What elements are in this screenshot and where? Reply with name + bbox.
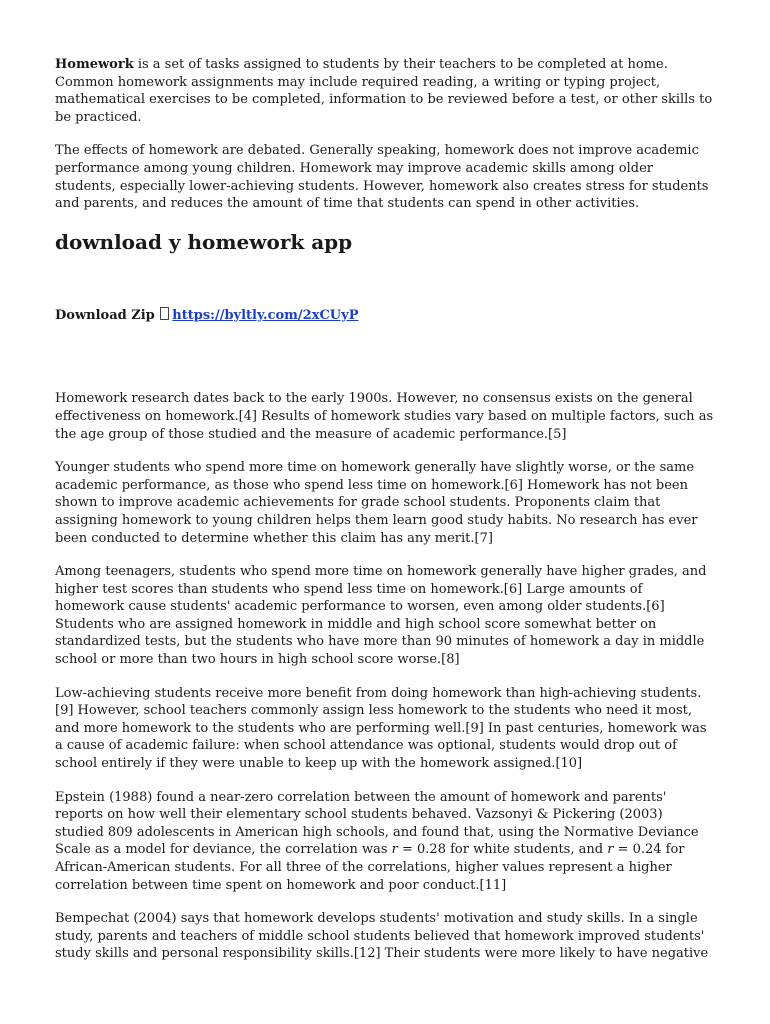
body-paragraph-4: Low-achieving students receive more benefit from doing homework than high-achieving students.[9] However, school teachers commonly assign less homework to the students who need it most, and more homework to the students who are performing well.[9] In past centuries, homework was a cause of academic failure: when school attendance was optional, students would drop out of school entirely if they were unable to keep up with the homework assigned.[10] <box>55 685 707 772</box>
homework-term: Homework <box>55 57 134 72</box>
download-label: Download Zip <box>55 307 155 323</box>
body-paragraph-5-text-c: = 0.24 for African-American students. For all three of the correlations, higher values represent a higher correlation between time spent on homework and poor conduct.[11] <box>55 842 685 893</box>
body-paragraph-6: Bempechat (2004) says that homework develops students' motivation and study skills. In a single study, parents and teachers of middle school students believed that homework improved students' study skills and personal responsibility skills.[12] Their students were more likely to have negative <box>55 911 709 962</box>
missing-glyph-icon <box>160 307 169 320</box>
intro-paragraph-1-text: is a set of tasks assigned to students by their teachers to be completed at home. Common homework assignments may include required reading, a writing or typing project, mathematical exercises to be completed, information to be reviewed before a test, or other skills to be practiced. <box>55 57 713 125</box>
body-paragraph-5-text-b: = 0.28 for white students, and <box>397 842 608 858</box>
intro-paragraph-1 <box>55 56 715 126</box>
article-content <box>55 56 715 979</box>
correlation-symbol-2: r <box>607 842 614 858</box>
body-paragraph-2: Younger students who spend more time on homework generally have slightly worse, or the same academic performance, as those who spend less time on homework.[6] Homework has not been shown to improve academic achievements for grade school students. Proponents claim that assigning homework to young children helps them learn good study habits. No research has ever been conducted to determine whether this claim has any merit.[7] <box>55 460 698 546</box>
body-paragraph-3: Among teenagers, students who spend more time on homework generally have higher grades, and higher test scores than students who spend less time on homework.[6] Large amounts of homework cause students' academic performance to worsen, even among older students.[6] Students who are assigned homework in middle and high school score somewhat better on standardized tests, but the students who have more than 90 minutes of homework a day in middle school or more than two hours in high school score worse.[8] <box>55 564 707 668</box>
correlation-symbol-1: r <box>391 842 398 858</box>
body-paragraph-1: Homework research dates back to the early 1900s. However, no consensus exists on the general effectiveness on homework.[4] Results of homework studies vary based on multiple factors, such as the age group of those studied and the measure of academic performance.[5] <box>55 391 714 442</box>
intro-paragraph-2: The effects of homework are debated. Generally speaking, homework does not improve academic performance among young children. Homework may improve academic skills among older students, especially lower-achieving students. However, homework also creates stress for students and parents, and reduces the amount of time that students can spend in other activities. <box>55 143 709 212</box>
spacer <box>55 324 715 390</box>
download-line <box>55 307 715 325</box>
body-paragraph-5-text-a: Epstein (1988) found a near-zero correlation between the amount of homework and parents' reports on how well their elementary school students behaved. Vazsonyi & Pickering (2003) studied 809 adolescents in American high schools, and found that, using the Normative Deviance Scale as a model for deviance, the correlation was <box>55 789 699 858</box>
body-paragraph-5 <box>55 789 715 895</box>
section-heading: download y homework app <box>55 229 353 254</box>
download-link[interactable]: https://byltly.com/2xCUyP <box>172 307 359 323</box>
